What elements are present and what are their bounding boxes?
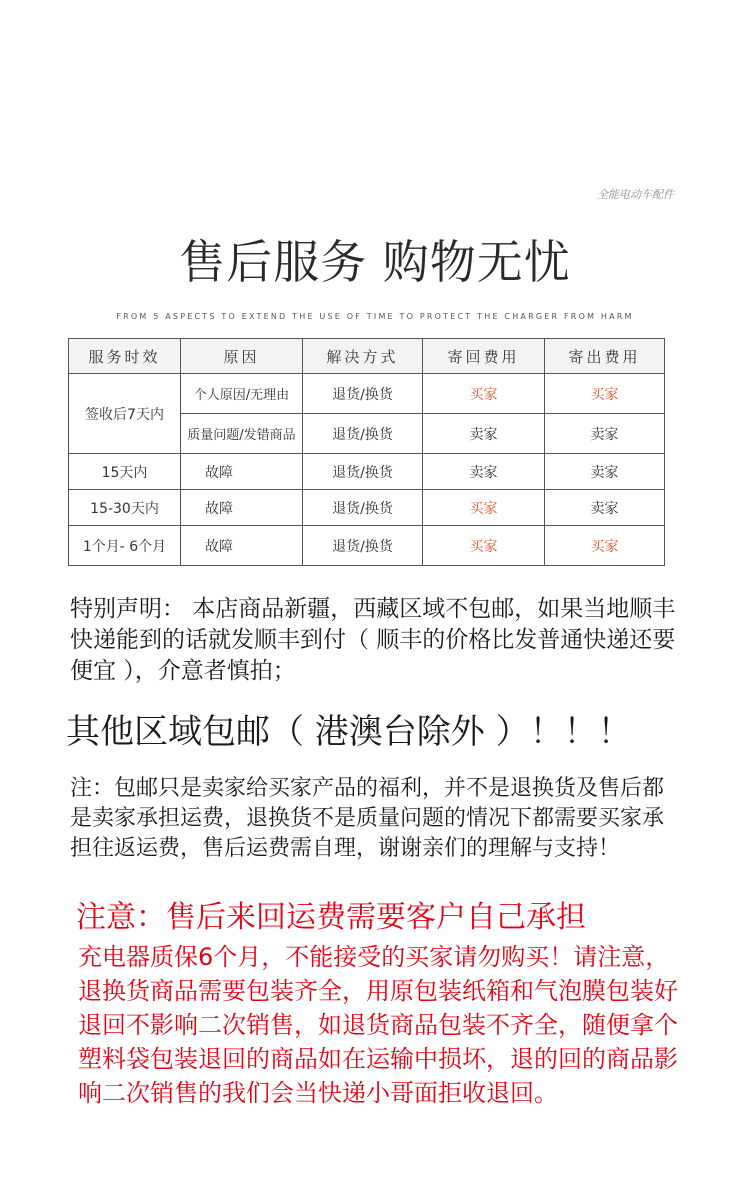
method-cell: 退货/换货 <box>303 526 423 566</box>
period-cell: 签收后7天内 <box>69 374 181 454</box>
send-fee-cell: 买家 <box>545 526 665 566</box>
send-fee-cell: 买家 <box>545 374 665 414</box>
header-method: 解决方式 <box>303 339 423 374</box>
page-subtitle: FROM 5 ASPECTS TO EXTEND THE USE OF TIME TO PROTECT THE CHARGER FROM HARM <box>116 312 634 321</box>
period-cell: 15-30天内 <box>69 490 181 526</box>
send-fee-cell: 卖家 <box>545 490 665 526</box>
return-fee-cell: 卖家 <box>423 454 545 490</box>
send-fee-cell: 卖家 <box>545 414 665 454</box>
header-send-fee: 寄出费用 <box>545 339 665 374</box>
shipping-note: 注：包邮只是卖家给买家产品的福利，并不是退换货及售后都是卖家承担运费，退换货不是质量问题的情况下都需要买家承担往返运费，售后运费需自理，谢谢亲们的理解与支持！ <box>70 776 665 861</box>
return-fee-cell: 买家 <box>423 490 545 526</box>
send-fee-cell: 卖家 <box>545 454 665 490</box>
header-reason: 原因 <box>181 339 303 374</box>
table-row <box>69 526 665 566</box>
header-period: 服务时效 <box>69 339 181 374</box>
reason-cell: 故障 <box>181 526 303 566</box>
period-cell: 1个月- 6个月 <box>69 526 181 566</box>
free-shipping-notice: 其他区域包邮（ 港澳台除外 ）！！！ <box>66 712 632 752</box>
return-fee-cell: 买家 <box>423 374 545 414</box>
method-cell: 退货/换货 <box>303 374 423 414</box>
period-cell: 15天内 <box>69 454 181 490</box>
brand-label: 全能电动车配件 <box>597 188 674 201</box>
return-fee-cell: 买家 <box>423 526 545 566</box>
header-return-fee: 寄回费用 <box>423 339 545 374</box>
reason-cell: 故障 <box>181 490 303 526</box>
method-cell: 退货/换货 <box>303 454 423 490</box>
reason-cell: 故障 <box>181 454 303 490</box>
page-title: 售后服务 购物无忧 <box>179 235 571 289</box>
method-cell: 退货/换货 <box>303 490 423 526</box>
special-notice: 特别声明： 本店商品新疆，西藏区域不包邮，如果当地顺丰快递能到的话就发顺丰到付（ 顺丰的价格比发普通快递还要便宜 ），介意者慎拍； <box>70 596 676 684</box>
table-row <box>69 490 665 526</box>
after-sales-table <box>68 338 665 566</box>
table-row <box>69 374 665 414</box>
reason-cell: 质量问题/发错商品 <box>181 414 303 454</box>
table-row <box>69 454 665 490</box>
return-fee-cell: 卖家 <box>423 414 545 454</box>
warning-title: 注意：售后来回运费需要客户自己承担 <box>76 900 586 935</box>
method-cell: 退货/换货 <box>303 414 423 454</box>
reason-cell: 个人原因/无理由 <box>181 374 303 414</box>
warning-body: 充电器质保6个月，不能接受的买家请勿购买！请注意，退换货商品需要包装齐全，用原包装纸箱和气泡膜包装好退回不影响二次销售，如退货商品包装不齐全，随便拿个塑料袋包装退回的商品如在运输中损坏，退的回的商品影响二次销售的我们会当快递小哥面拒收退回。 <box>78 943 678 1107</box>
table-header-row <box>69 339 665 374</box>
